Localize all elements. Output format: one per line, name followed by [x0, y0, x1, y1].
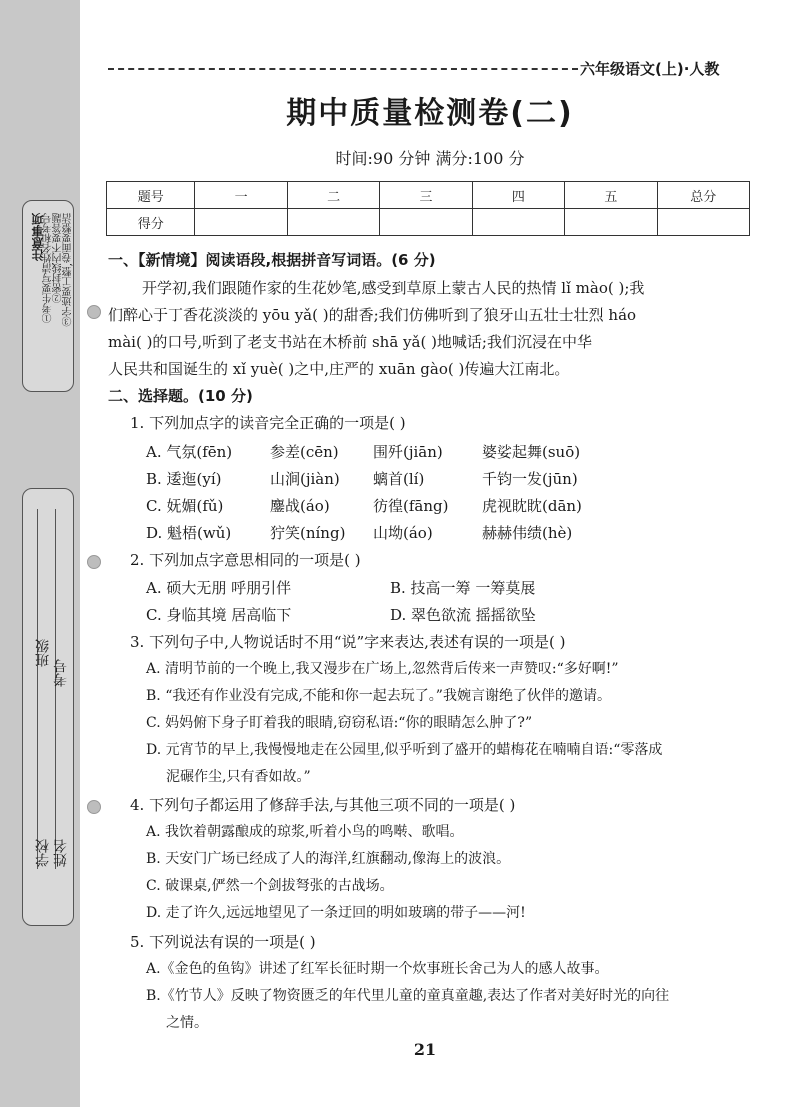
note-3: ③字迹要工整,卷面要整洁: [63, 213, 74, 327]
option-item: D. 走了许久,远远地望见了一条迂回的明如玻璃的带子——河!: [146, 905, 526, 921]
section-2-heading: 二、选择题。(10 分): [108, 387, 253, 405]
option-item: 虎视眈眈(dān): [482, 497, 582, 515]
option-item: D. 元宵节的早上,我慢慢地走在公园里,似乎听到了盛开的蜡梅花在喃喃自语:“零落成: [146, 742, 663, 758]
option-item: A. 清明节前的一个晚上,我又漫步在广场上,忽然背后传来一声赞叹:“多好啊!”: [146, 661, 619, 677]
option-item: C. 妈妈俯下身子盯着我的眼睛,窃窃私语:“你的眼睛怎么肿了?”: [146, 715, 533, 731]
option-item: 参差(cēn): [270, 443, 339, 461]
table-cell: 题号: [107, 182, 195, 209]
page-title: 期中质量检测卷(二): [286, 96, 574, 131]
binding-hole: [87, 305, 101, 319]
question-3-stem: 3. 下列句子中,人物说话时不用“说”字来表达,表述有误的一项是( ): [130, 633, 566, 651]
header-dashed-line: [108, 68, 578, 70]
option-item: B. 技高一筹 一筹莫展: [390, 579, 536, 597]
option-item: 狞笑(níng): [270, 524, 346, 542]
note-2: ②密封线内不要答题: [53, 213, 64, 303]
info-box: [22, 488, 74, 926]
option-item: 山涧(jiàn): [270, 470, 340, 488]
page-number: 21: [413, 1040, 437, 1059]
score-cell[interactable]: [472, 209, 564, 236]
option-item: 鏖战(áo): [270, 497, 330, 515]
option-item: 婆娑起舞(suō): [482, 443, 581, 461]
section-1-heading: 一、【新情境】阅读语段,根据拼音写词语。(6 分): [108, 251, 436, 269]
option-item: A. 硕大无朋 呼朋引伴: [146, 579, 292, 597]
table-cell: 二: [287, 182, 379, 209]
table-row: [107, 209, 750, 236]
question-2-stem: 2. 下列加点字意思相同的一项是( ): [130, 551, 361, 569]
name-label: 姓名: [53, 839, 69, 867]
option-item: B. 逶迤(yí): [146, 470, 222, 488]
option-item: B.《竹节人》反映了物资匮乏的年代里儿童的童真童趣,表达了作者对美好时光的向往: [146, 988, 670, 1004]
score-cell[interactable]: [195, 209, 287, 236]
option-item: C. 妩媚(fǔ): [146, 497, 224, 515]
note-1: ①考生要写清姓名和考号: [43, 213, 54, 323]
option-item: 之情。: [166, 1015, 208, 1031]
passage-line: 开学初,我们跟随作家的生花妙笔,感受到草原上蒙古人民的热情 lǐ mào( );我: [142, 279, 645, 297]
table-cell: 三: [380, 182, 472, 209]
exam-no-label: 考号: [53, 659, 69, 687]
option-item: 彷徨(fāng): [373, 497, 449, 515]
score-table: [106, 181, 750, 236]
option-item: D. 翠色欲流 摇摇欲坠: [390, 606, 536, 624]
option-item: 赫赫伟绩(hè): [482, 524, 573, 542]
table-cell: 一: [195, 182, 287, 209]
school-label: 学校: [35, 839, 51, 867]
option-item: A. 气氛(fēn): [146, 443, 233, 461]
binding-hole: [87, 800, 101, 814]
exam-info: 时间:90 分钟 满分:100 分: [335, 149, 525, 168]
question-1-stem: 1. 下列加点字的读音完全正确的一项是( ): [130, 414, 406, 432]
option-item: A.《金色的鱼钩》讲述了红军长征时期一个炊事班长舍己为人的感人故事。: [146, 961, 609, 977]
option-item: 千钧一发(jūn): [482, 470, 578, 488]
score-cell[interactable]: [565, 209, 657, 236]
score-cell[interactable]: [380, 209, 472, 236]
question-5-stem: 5. 下列说法有误的一项是( ): [130, 933, 316, 951]
option-item: 螭首(lí): [373, 470, 425, 488]
table-cell: 得分: [107, 209, 195, 236]
table-cell: 四: [472, 182, 564, 209]
option-item: 泥碾作尘,只有香如故。”: [166, 769, 311, 785]
passage-line: 人民共和国诞生的 xǐ yuè( )之中,庄严的 xuān gào( )传遍大江南北。: [108, 360, 570, 378]
option-item: A. 我饮着朝露酿成的琼浆,听着小鸟的鸣啭、歌唱。: [146, 824, 464, 840]
class-label: 班级: [35, 639, 51, 667]
table-cell: 五: [565, 182, 657, 209]
grade-subject-label: 六年级语文(上)·人教: [580, 60, 720, 78]
notes-title: 注意事项: [31, 213, 45, 261]
option-item: D. 魁梧(wǔ): [146, 524, 232, 542]
option-item: B. 天安门广场已经成了人的海洋,红旗翻动,像海上的波浪。: [146, 851, 511, 867]
option-item: 围歼(jiān): [373, 443, 443, 461]
question-4-stem: 4. 下列句子都运用了修辞手法,与其他三项不同的一项是( ): [130, 796, 516, 814]
option-item: 山坳(áo): [373, 524, 433, 542]
option-item: B. “我还有作业没有完成,不能和你一起去玩了。”我婉言谢绝了伙伴的邀请。: [146, 688, 611, 704]
score-cell[interactable]: [287, 209, 379, 236]
table-cell: 总分: [657, 182, 749, 209]
option-item: C. 身临其境 居高临下: [146, 606, 292, 624]
passage-line: 们醉心于丁香花淡淡的 yōu yǎ( )的甜香;我们仿佛听到了狼牙山五壮士壮烈 háo: [108, 306, 637, 324]
table-row: [107, 182, 750, 209]
notes-box: [22, 200, 74, 392]
passage-line: mài( )的口号,听到了老支书站在木桥前 shā yǎ( )地喊话;我们沉浸在中华: [108, 333, 592, 351]
binding-hole: [87, 555, 101, 569]
score-cell[interactable]: [657, 209, 749, 236]
option-item: C. 破课桌,俨然一个剑拔弩张的古战场。: [146, 878, 394, 894]
